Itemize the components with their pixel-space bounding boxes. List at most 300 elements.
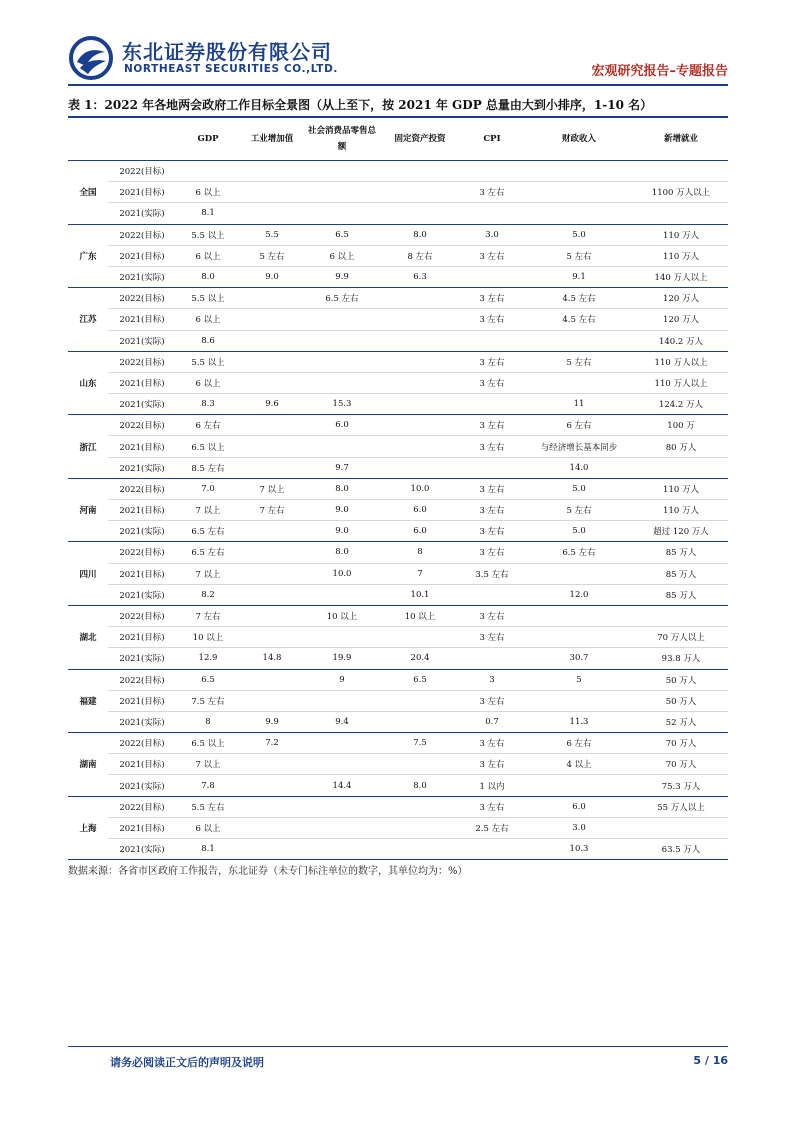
column-header: 工业增加值: [240, 117, 304, 161]
region-cell: 河南: [68, 478, 108, 542]
value-cell: [304, 182, 380, 203]
value-cell: 140 万人以上: [634, 266, 728, 287]
region-cell: 四川: [68, 542, 108, 606]
table-title: 表 1：2022 年各地两会政府工作目标全景图（从上至下，按 2021 年 GDP 总量由大到小排序，1-10 名）: [68, 98, 653, 112]
value-cell: 9.7: [304, 457, 380, 478]
value-cell: 10 以上: [304, 605, 380, 626]
table-row: [68, 394, 728, 415]
value-cell: 7 以上: [176, 754, 240, 775]
value-cell: 5 左右: [524, 245, 634, 266]
value-cell: 3.0: [524, 817, 634, 838]
value-cell: 7.0: [176, 478, 240, 499]
value-cell: 70 万人: [634, 754, 728, 775]
region-cell: 湖北: [68, 605, 108, 669]
period-cell: 2021(目标): [108, 817, 176, 838]
period-cell: 2021(目标): [108, 627, 176, 648]
value-cell: [524, 330, 634, 351]
value-cell: [634, 161, 728, 182]
value-cell: 6.5: [176, 669, 240, 690]
value-cell: 8.1: [176, 203, 240, 224]
period-cell: 2022(目标): [108, 669, 176, 690]
value-cell: 14.0: [524, 457, 634, 478]
value-cell: [240, 415, 304, 436]
period-cell: 2022(目标): [108, 605, 176, 626]
period-cell: 2022(目标): [108, 542, 176, 563]
value-cell: 8.3: [176, 394, 240, 415]
value-cell: 5 左右: [524, 500, 634, 521]
value-cell: 52 万人: [634, 711, 728, 732]
table-row: [68, 161, 728, 182]
value-cell: [460, 457, 524, 478]
value-cell: 7 左右: [176, 605, 240, 626]
source-note: 数据来源：各省市区政府工作报告，东北证券（未专门标注单位的数字，其单位均为：%）: [68, 866, 468, 877]
table-row: [68, 309, 728, 330]
value-cell: [240, 351, 304, 372]
region-cell: 江苏: [68, 288, 108, 352]
value-cell: 50 万人: [634, 690, 728, 711]
value-cell: 5.5 以上: [176, 288, 240, 309]
value-cell: [524, 627, 634, 648]
value-cell: 9.6: [240, 394, 304, 415]
value-cell: 4 以上: [524, 754, 634, 775]
value-cell: 3 左右: [460, 245, 524, 266]
value-cell: 9.0: [304, 521, 380, 542]
value-cell: [240, 563, 304, 584]
value-cell: [460, 330, 524, 351]
value-cell: [240, 309, 304, 330]
table-row: [68, 372, 728, 393]
period-cell: 2021(实际): [108, 457, 176, 478]
value-cell: 6 以上: [176, 245, 240, 266]
value-cell: 110 万人: [634, 224, 728, 245]
value-cell: 5.5 以上: [176, 351, 240, 372]
value-cell: 5.0: [524, 478, 634, 499]
value-cell: 6.5 以上: [176, 733, 240, 754]
value-cell: 7.2: [240, 733, 304, 754]
value-cell: 85 万人: [634, 542, 728, 563]
value-cell: [304, 161, 380, 182]
region-cell: 上海: [68, 796, 108, 860]
value-cell: 3.0: [460, 224, 524, 245]
value-cell: [380, 796, 460, 817]
column-header: 新增就业: [634, 117, 728, 161]
value-cell: 0.7: [460, 711, 524, 732]
value-cell: [380, 351, 460, 372]
value-cell: [240, 627, 304, 648]
table-row: [68, 627, 728, 648]
table-row: [68, 711, 728, 732]
value-cell: 4.5 左右: [524, 309, 634, 330]
value-cell: 8.0: [304, 478, 380, 499]
value-cell: [380, 309, 460, 330]
value-cell: 7 以上: [176, 500, 240, 521]
value-cell: 10.0: [380, 478, 460, 499]
value-cell: [460, 648, 524, 669]
value-cell: 7.5 左右: [176, 690, 240, 711]
value-cell: 85 万人: [634, 563, 728, 584]
value-cell: [240, 203, 304, 224]
value-cell: 5.5 左右: [176, 796, 240, 817]
table-row: [68, 839, 728, 860]
value-cell: 8.2: [176, 584, 240, 605]
value-cell: 10.1: [380, 584, 460, 605]
value-cell: 14.8: [240, 648, 304, 669]
table-row: [68, 224, 728, 245]
value-cell: [524, 161, 634, 182]
value-cell: [460, 394, 524, 415]
value-cell: 9.1: [524, 266, 634, 287]
value-cell: 63.5 万人: [634, 839, 728, 860]
value-cell: 10 以上: [380, 605, 460, 626]
value-cell: [240, 669, 304, 690]
value-cell: [380, 161, 460, 182]
value-cell: 110 万人以上: [634, 351, 728, 372]
value-cell: [240, 161, 304, 182]
value-cell: [634, 817, 728, 838]
value-cell: [524, 775, 634, 796]
value-cell: [380, 754, 460, 775]
value-cell: 3 左右: [460, 605, 524, 626]
value-cell: 9.4: [304, 711, 380, 732]
value-cell: [380, 288, 460, 309]
value-cell: [240, 796, 304, 817]
period-cell: 2022(目标): [108, 161, 176, 182]
period-cell: 2021(目标): [108, 436, 176, 457]
value-cell: 8: [176, 711, 240, 732]
table-row: [68, 330, 728, 351]
value-cell: 9.9: [240, 711, 304, 732]
table-row: [68, 669, 728, 690]
value-cell: 75.3 万人: [634, 775, 728, 796]
value-cell: 6.5: [380, 669, 460, 690]
value-cell: 2.5 左右: [460, 817, 524, 838]
value-cell: [304, 754, 380, 775]
value-cell: 80 万人: [634, 436, 728, 457]
value-cell: 7.8: [176, 775, 240, 796]
period-cell: 2021(目标): [108, 690, 176, 711]
value-cell: 110 万人: [634, 500, 728, 521]
value-cell: 3 左右: [460, 500, 524, 521]
value-cell: [240, 436, 304, 457]
table-row: [68, 733, 728, 754]
value-cell: 6 以上: [176, 309, 240, 330]
value-cell: [240, 690, 304, 711]
value-cell: [524, 182, 634, 203]
period-cell: 2021(实际): [108, 584, 176, 605]
region-cell: 全国: [68, 161, 108, 225]
value-cell: [304, 690, 380, 711]
value-cell: 3 左右: [460, 351, 524, 372]
period-cell: 2021(实际): [108, 711, 176, 732]
period-cell: 2022(目标): [108, 733, 176, 754]
value-cell: 6.5 左右: [304, 288, 380, 309]
table-row: [68, 605, 728, 626]
value-cell: 12.9: [176, 648, 240, 669]
column-header: GDP: [176, 117, 240, 161]
value-cell: [380, 330, 460, 351]
company-name-cn: 东北证券股份有限公司: [122, 40, 332, 64]
value-cell: [304, 627, 380, 648]
value-cell: 6.5 左右: [524, 542, 634, 563]
period-cell: 2021(实际): [108, 394, 176, 415]
value-cell: 5.0: [524, 224, 634, 245]
value-cell: 110 万人: [634, 478, 728, 499]
value-cell: [380, 203, 460, 224]
footer-divider: [68, 1046, 728, 1047]
table-row: [68, 182, 728, 203]
value-cell: 6 以上: [176, 372, 240, 393]
value-cell: [240, 182, 304, 203]
value-cell: [240, 754, 304, 775]
value-cell: [380, 711, 460, 732]
region-cell: 广东: [68, 224, 108, 288]
value-cell: [524, 605, 634, 626]
value-cell: [240, 288, 304, 309]
table-header-row: [68, 117, 728, 161]
value-cell: [304, 817, 380, 838]
period-cell: 2021(目标): [108, 372, 176, 393]
value-cell: 6.5 以上: [176, 436, 240, 457]
value-cell: 9: [304, 669, 380, 690]
value-cell: [460, 203, 524, 224]
table-row: [68, 245, 728, 266]
value-cell: [240, 584, 304, 605]
period-cell: 2022(目标): [108, 796, 176, 817]
value-cell: 3 左右: [460, 309, 524, 330]
value-cell: [380, 372, 460, 393]
value-cell: 10 以上: [176, 627, 240, 648]
value-cell: [304, 330, 380, 351]
value-cell: 9.0: [240, 266, 304, 287]
period-cell: 2022(目标): [108, 351, 176, 372]
value-cell: [304, 839, 380, 860]
value-cell: [380, 182, 460, 203]
value-cell: 30.7: [524, 648, 634, 669]
column-header: 社会消费品零售总额: [304, 117, 380, 161]
value-cell: 5: [524, 669, 634, 690]
value-cell: 6.5 左右: [176, 521, 240, 542]
value-cell: 3 左右: [460, 521, 524, 542]
period-cell: 2021(目标): [108, 182, 176, 203]
period-cell: 2021(实际): [108, 775, 176, 796]
value-cell: 11.3: [524, 711, 634, 732]
value-cell: 6.3: [380, 266, 460, 287]
value-cell: 50 万人: [634, 669, 728, 690]
table-row: [68, 521, 728, 542]
report-type: 宏观研究报告–专题报告: [591, 64, 728, 79]
value-cell: 3 左右: [460, 415, 524, 436]
region-cell: 山东: [68, 351, 108, 415]
period-cell: 2022(目标): [108, 224, 176, 245]
period-cell: 2021(目标): [108, 500, 176, 521]
period-cell: 2022(目标): [108, 415, 176, 436]
value-cell: [524, 690, 634, 711]
value-cell: [304, 796, 380, 817]
period-cell: 2022(目标): [108, 478, 176, 499]
table-row: [68, 648, 728, 669]
value-cell: 140.2 万人: [634, 330, 728, 351]
value-cell: 6.0: [524, 796, 634, 817]
value-cell: [380, 415, 460, 436]
period-cell: 2022(目标): [108, 288, 176, 309]
value-cell: 110 万人: [634, 245, 728, 266]
value-cell: 8.5 左右: [176, 457, 240, 478]
table-row: [68, 542, 728, 563]
value-cell: [634, 203, 728, 224]
period-cell: 2021(实际): [108, 521, 176, 542]
value-cell: 7 以上: [176, 563, 240, 584]
value-cell: [460, 584, 524, 605]
value-cell: 3 左右: [460, 288, 524, 309]
table-row: [68, 563, 728, 584]
value-cell: 6.5: [304, 224, 380, 245]
value-cell: 3.5 左右: [460, 563, 524, 584]
value-cell: 7: [380, 563, 460, 584]
value-cell: [240, 775, 304, 796]
period-cell: 2021(实际): [108, 839, 176, 860]
table-row: [68, 690, 728, 711]
value-cell: [240, 457, 304, 478]
value-cell: 9.9: [304, 266, 380, 287]
value-cell: 6.0: [380, 500, 460, 521]
value-cell: [380, 839, 460, 860]
value-cell: 8: [380, 542, 460, 563]
table-row: [68, 754, 728, 775]
table-row: [68, 266, 728, 287]
region-cell: 福建: [68, 669, 108, 733]
value-cell: [634, 605, 728, 626]
value-cell: 1100 万人以上: [634, 182, 728, 203]
column-header: [68, 117, 108, 161]
value-cell: [524, 203, 634, 224]
value-cell: 4.5 左右: [524, 288, 634, 309]
period-cell: 2021(目标): [108, 754, 176, 775]
value-cell: 10.0: [304, 563, 380, 584]
value-cell: 3 左右: [460, 542, 524, 563]
value-cell: 110 万人以上: [634, 372, 728, 393]
table-row: [68, 415, 728, 436]
company-logo-icon: [68, 36, 114, 80]
value-cell: 5.5 以上: [176, 224, 240, 245]
value-cell: [304, 733, 380, 754]
value-cell: 120 万人: [634, 309, 728, 330]
value-cell: [460, 161, 524, 182]
value-cell: 19.9: [304, 648, 380, 669]
value-cell: [460, 839, 524, 860]
value-cell: [240, 605, 304, 626]
value-cell: 6.0: [380, 521, 460, 542]
value-cell: 70 万人以上: [634, 627, 728, 648]
period-cell: 2021(目标): [108, 309, 176, 330]
value-cell: 6 以上: [176, 817, 240, 838]
region-cell: 浙江: [68, 415, 108, 479]
value-cell: [304, 351, 380, 372]
value-cell: 8.0: [304, 542, 380, 563]
table-container: [68, 116, 728, 860]
page-header: [68, 34, 728, 84]
value-cell: 1 以内: [460, 775, 524, 796]
value-cell: [240, 521, 304, 542]
value-cell: [240, 839, 304, 860]
value-cell: [524, 372, 634, 393]
value-cell: 3 左右: [460, 754, 524, 775]
value-cell: 8.0: [380, 775, 460, 796]
table-row: [68, 500, 728, 521]
value-cell: [304, 584, 380, 605]
table-row: [68, 478, 728, 499]
value-cell: 6.0: [304, 415, 380, 436]
table-row: [68, 796, 728, 817]
value-cell: 3 左右: [460, 627, 524, 648]
table-row: [68, 457, 728, 478]
period-cell: 2021(实际): [108, 203, 176, 224]
value-cell: 3 左右: [460, 733, 524, 754]
period-cell: 2021(目标): [108, 245, 176, 266]
value-cell: 与经济增长基本同步: [524, 436, 634, 457]
column-header: CPI: [460, 117, 524, 161]
value-cell: [380, 436, 460, 457]
value-cell: 3 左右: [460, 372, 524, 393]
value-cell: 6 左右: [524, 415, 634, 436]
column-header: [108, 117, 176, 161]
table-body: [68, 161, 728, 860]
value-cell: 8.0: [176, 266, 240, 287]
table-row: [68, 288, 728, 309]
value-cell: 85 万人: [634, 584, 728, 605]
value-cell: [240, 372, 304, 393]
value-cell: [304, 203, 380, 224]
value-cell: 9.0: [304, 500, 380, 521]
value-cell: [634, 457, 728, 478]
table-row: [68, 351, 728, 372]
value-cell: 3 左右: [460, 478, 524, 499]
table-row: [68, 775, 728, 796]
table-row: [68, 203, 728, 224]
value-cell: 5 左右: [524, 351, 634, 372]
period-cell: 2021(实际): [108, 266, 176, 287]
value-cell: 14.4: [304, 775, 380, 796]
value-cell: 20.4: [380, 648, 460, 669]
value-cell: [380, 817, 460, 838]
value-cell: 6 以上: [304, 245, 380, 266]
value-cell: 6 左右: [176, 415, 240, 436]
value-cell: 8.0: [380, 224, 460, 245]
targets-table: [68, 116, 728, 860]
value-cell: 3 左右: [460, 182, 524, 203]
value-cell: 120 万人: [634, 288, 728, 309]
value-cell: 超过 120 万人: [634, 521, 728, 542]
value-cell: 124.2 万人: [634, 394, 728, 415]
value-cell: 6 以上: [176, 182, 240, 203]
value-cell: 5.5: [240, 224, 304, 245]
value-cell: 5.0: [524, 521, 634, 542]
value-cell: 6 左右: [524, 733, 634, 754]
region-cell: 湖南: [68, 733, 108, 797]
value-cell: 11: [524, 394, 634, 415]
value-cell: 7.5: [380, 733, 460, 754]
value-cell: 6.5 左右: [176, 542, 240, 563]
value-cell: 3 左右: [460, 796, 524, 817]
period-cell: 2021(实际): [108, 648, 176, 669]
page-number: 5 / 16: [693, 1054, 728, 1067]
value-cell: [524, 563, 634, 584]
table-row: [68, 584, 728, 605]
table-row: [68, 436, 728, 457]
table-row: [68, 817, 728, 838]
value-cell: 15.3: [304, 394, 380, 415]
value-cell: [380, 457, 460, 478]
value-cell: 55 万人以上: [634, 796, 728, 817]
